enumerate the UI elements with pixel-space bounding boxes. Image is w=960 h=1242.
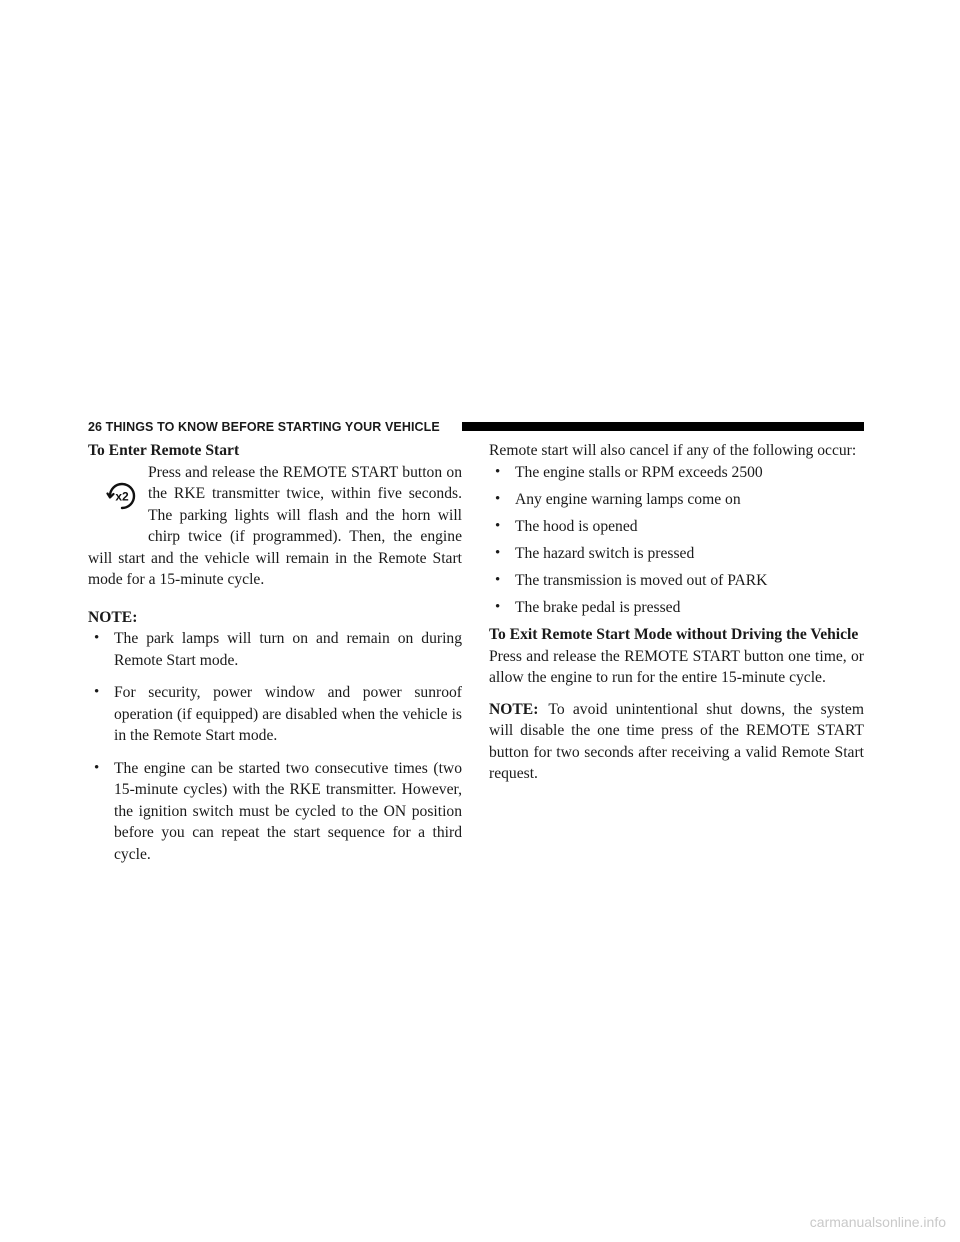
- header-rule: [462, 422, 864, 431]
- list-item-text: Any engine warning lamps come on: [515, 490, 741, 508]
- section-heading-exit-remote-start: To Exit Remote Start Mode without Driving the Vehicle: [489, 626, 859, 643]
- page-header-title: 26 THINGS TO KNOW BEFORE STARTING YOUR VEHICLE: [88, 420, 440, 434]
- cancel-list: [489, 462, 864, 619]
- list-item: • The brake pedal is pressed: [495, 598, 681, 616]
- section-heading-enter-remote-start: To Enter Remote Start: [88, 442, 240, 459]
- list-item: • For security, power window and power sunroof operation (if equipped) are disabled when the vehicle is in the Remote Start mode.: [94, 684, 462, 744]
- list-item-text: The park lamps will turn on and remain on during Remote Start mode.: [114, 630, 462, 669]
- list-item: • The engine can be started two consecutive times (two 15-minute cycles) with the RKE transmitter. However, the ignition switch must be cycled to the ON position before you can repeat the start sequence for a third cycle.: [94, 759, 462, 863]
- list-item-text: The engine can be started two consecutive times (two 15-minute cycles) with the RKE transmitter. However, the ignition switch must be cycled to the ON position before you can repeat the start sequence for a third cycle.: [114, 759, 462, 863]
- x2-icon-label: x2: [115, 489, 129, 503]
- list-item: • The park lamps will turn on and remain on during Remote Start mode.: [94, 630, 462, 669]
- list-item: • The engine stalls or RPM exceeds 2500: [495, 463, 763, 481]
- left-bullet-list: [88, 628, 462, 865]
- list-item-text: The transmission is moved out of PARK: [515, 571, 768, 589]
- list-item-text: The brake pedal is pressed: [515, 598, 681, 616]
- list-item-text: The hood is opened: [515, 517, 638, 535]
- right-column: [489, 440, 864, 785]
- list-item: • The hood is opened: [495, 517, 638, 535]
- list-item-text: The engine stalls or RPM exceeds 2500: [515, 463, 763, 481]
- list-item: • The hazard switch is pressed: [495, 544, 695, 562]
- list-item: • The transmission is moved out of PARK: [495, 571, 768, 589]
- enter-remote-start-intro: [88, 462, 462, 591]
- exit-remote-start-text: Press and release the REMOTE START button one time, or allow the engine to run for the entire 15-minute cycle.: [489, 647, 864, 686]
- page-header: [88, 418, 864, 436]
- list-item-text: For security, power window and power sunroof operation (if equipped) are disabled when the vehicle is in the Remote Start mode.: [114, 684, 462, 744]
- note-label-right: NOTE:: [489, 700, 539, 718]
- cancel-intro: Remote start will also cancel if any of the following occur:: [489, 442, 857, 459]
- watermark-link[interactable]: carmanualsonline.info: [809, 1214, 946, 1230]
- note-paragraph-right: [489, 699, 864, 785]
- enter-remote-start-text: Press and release the REMOTE START button on the RKE transmitter twice, within five seconds. The parking lights will flash and the horn will chirp twice (if programmed). Then, the engine will start and the vehicle will remain in the Remote Start mode for a 15-minute cycle.: [88, 463, 462, 588]
- left-column: [88, 440, 462, 876]
- note-text-right: To avoid unintentional shut downs, the system will disable the one time press of the REMOTE START button for two seconds after receiving a valid Remote Start request.: [489, 700, 864, 782]
- x2-press-icon: [106, 480, 138, 512]
- list-item-text: The hazard switch is pressed: [515, 544, 695, 562]
- icon-container: [88, 462, 148, 546]
- note-label-left: NOTE:: [88, 608, 138, 626]
- list-item: • Any engine warning lamps come on: [495, 490, 741, 508]
